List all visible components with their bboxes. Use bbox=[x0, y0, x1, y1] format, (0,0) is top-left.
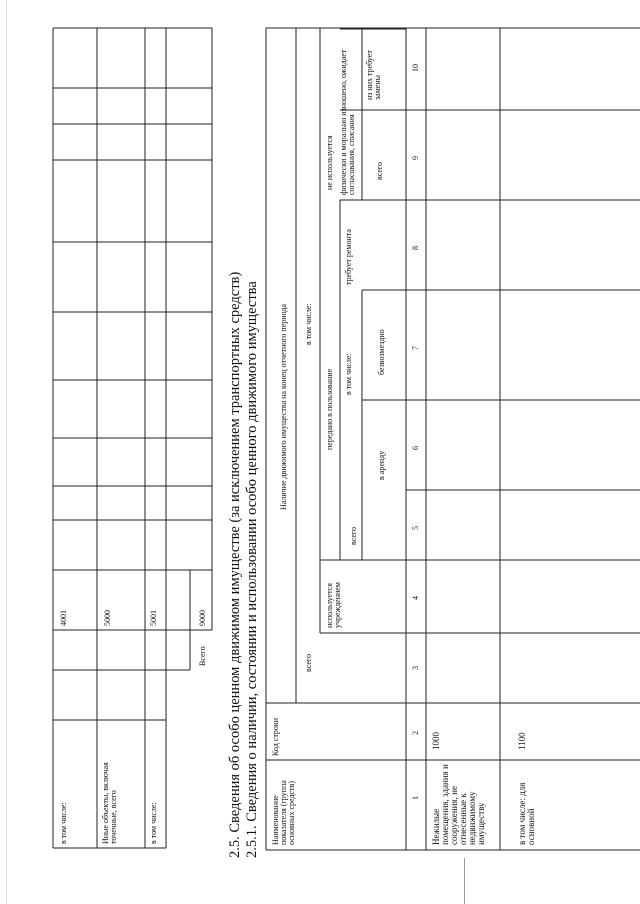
header-transferred-incl: в том числе: bbox=[344, 353, 353, 395]
data-row-label bbox=[432, 763, 486, 845]
header-worn-replace bbox=[366, 30, 382, 100]
header-rent: в аренду bbox=[377, 450, 386, 480]
header-transferred: передано в пользование bbox=[325, 368, 334, 450]
header-total: всего bbox=[304, 653, 313, 672]
header-name-text: Наименование показателя (группа основных средств) bbox=[271, 780, 296, 845]
header-repair: требует ремонта bbox=[344, 229, 353, 285]
data-row-code: 1000 bbox=[431, 732, 441, 750]
header-code-text: Код строки bbox=[271, 717, 280, 756]
column-number: 6 bbox=[411, 446, 420, 450]
data-row-label bbox=[518, 763, 536, 845]
upper-row-label-text: Иные объекты, включая точечные, всего bbox=[101, 762, 118, 844]
header-used bbox=[326, 558, 342, 628]
upper-row-code: 5000 bbox=[103, 610, 112, 626]
header-not-used: не используется bbox=[325, 135, 334, 190]
data-row-label-text: Нежилые помещения, здания и сооружения, не отнесенные к недвижимому имуществу bbox=[431, 764, 486, 845]
header-availability: Наличие движимого имущества на конец отчетного периода bbox=[279, 304, 288, 510]
header-worn-replace-text: из них требует замены bbox=[365, 50, 382, 100]
upper-total-code: 9000 bbox=[198, 610, 207, 626]
data-row-label-text: в том числе: для основной bbox=[517, 782, 536, 845]
upper-total-label: Всего bbox=[198, 646, 207, 666]
header-incl: в том числе: bbox=[304, 303, 313, 345]
header-used-text: используется учреждением bbox=[325, 582, 342, 628]
data-row-code: 1100 bbox=[517, 732, 527, 750]
upper-row-label: в том числе: bbox=[59, 802, 68, 844]
header-free: безвозмездно bbox=[377, 329, 386, 375]
column-number: 3 bbox=[411, 666, 420, 670]
header-code bbox=[272, 706, 280, 756]
header-name bbox=[272, 765, 296, 845]
column-number: 9 bbox=[411, 156, 420, 160]
header-worn bbox=[340, 15, 356, 195]
upper-row-code: 5001 bbox=[149, 610, 158, 626]
upper-row-label bbox=[102, 734, 118, 844]
column-number: 4 bbox=[411, 596, 420, 600]
column-number: 7 bbox=[411, 346, 420, 350]
upper-row-code: 4001 bbox=[59, 610, 68, 626]
header-transferred-total: всего bbox=[349, 526, 358, 545]
column-number: 1 bbox=[411, 796, 420, 800]
section-title: 2.5. Сведения об особо ценном движимом имуществе (за исключением транспортных средств) bbox=[227, 271, 243, 858]
column-number: 8 bbox=[411, 246, 420, 250]
header-worn-total: всего bbox=[375, 161, 384, 180]
section-subtitle: 2.5.1. Сведения о наличии, состоянии и использовании особо ценного движимого имущества bbox=[244, 281, 260, 858]
column-number: 5 bbox=[411, 526, 420, 530]
column-number: 2 bbox=[411, 731, 420, 735]
upper-row-label: в том числе: bbox=[149, 802, 158, 844]
header-worn-text: физически и морально изношено, ожидает согласования, списания bbox=[339, 49, 356, 195]
column-number: 10 bbox=[411, 64, 420, 72]
